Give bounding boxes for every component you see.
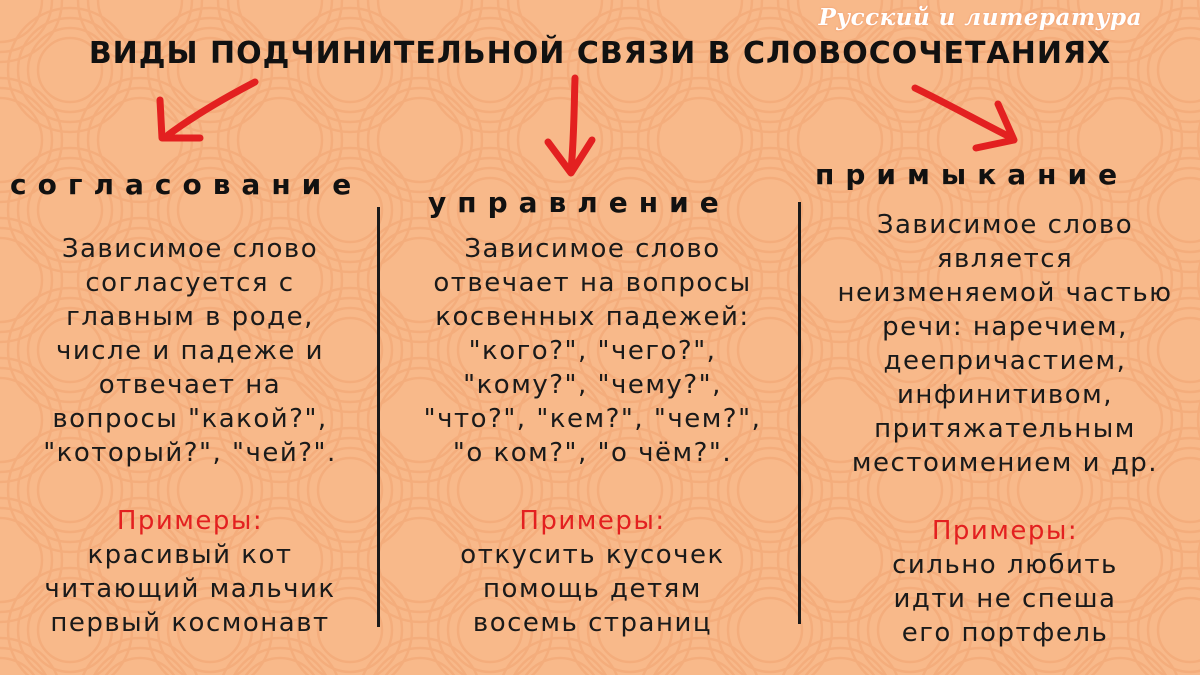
example-item: помощь детям	[483, 574, 702, 604]
column-primykanie	[815, 208, 1195, 650]
divider-left	[377, 207, 380, 627]
example-item: сильно любить	[892, 550, 1118, 580]
description-line: деепричастием,	[883, 346, 1127, 376]
description-line: Зависимое слово	[61, 234, 319, 264]
description-line: неизменяемой частью	[837, 278, 1173, 308]
divider-right	[798, 202, 801, 624]
description-line: "кому?", "чему?",	[463, 370, 722, 400]
description-line: речи: наречием,	[882, 312, 1128, 342]
description-line: "кого?", "чего?",	[468, 336, 717, 366]
description-line: Зависимое слово	[464, 234, 721, 264]
heading-soglasovanie: согласование	[10, 168, 363, 201]
example-item: его портфель	[901, 618, 1109, 648]
description-line: притяжательным	[874, 414, 1136, 444]
description-line: согласуется с	[85, 268, 295, 298]
description-line: "который?", "чей?".	[43, 438, 337, 468]
description-line: отвечает на	[98, 370, 282, 400]
heading-primykanie: примыкание	[815, 158, 1129, 191]
description-line: числе и падеже и	[55, 336, 325, 366]
description-line: "о ком?", "о чём?".	[452, 438, 733, 468]
description-line: отвечает на вопросы	[433, 268, 752, 298]
example-item: идти не спеша	[893, 584, 1117, 614]
examples-label: Примеры:	[519, 506, 666, 536]
description-line: является	[936, 244, 1074, 274]
example-item: красивый кот	[87, 540, 293, 570]
watermark: Русский и литература	[818, 4, 1142, 31]
column-soglasovanie	[15, 232, 365, 640]
example-item: первый космонавт	[50, 608, 330, 638]
description-line: "что?", "кем?", "чем?",	[423, 404, 762, 434]
column-upravlenie	[395, 232, 790, 640]
example-item: читающий мальчик	[44, 574, 336, 604]
examples-label: Примеры:	[931, 516, 1079, 546]
description-line: местоимением и др.	[851, 448, 1159, 478]
example-item: откусить кусочек	[460, 540, 725, 570]
description-line: главным в роде,	[66, 302, 314, 332]
main-title: ВИДЫ ПОДЧИНИТЕЛЬНОЙ СВЯЗИ В СЛОВОСОЧЕТАНИЯХ	[88, 36, 1112, 71]
description-line: вопросы "какой?",	[52, 404, 328, 434]
examples-label: Примеры:	[116, 506, 264, 536]
example-item: восемь страниц	[472, 608, 713, 638]
description-line: косвенных падежей:	[435, 302, 750, 332]
description-line: Зависимое слово	[876, 210, 1134, 240]
description-line: инфинитивом,	[896, 380, 1114, 410]
heading-upravlenie: управление	[428, 186, 730, 219]
